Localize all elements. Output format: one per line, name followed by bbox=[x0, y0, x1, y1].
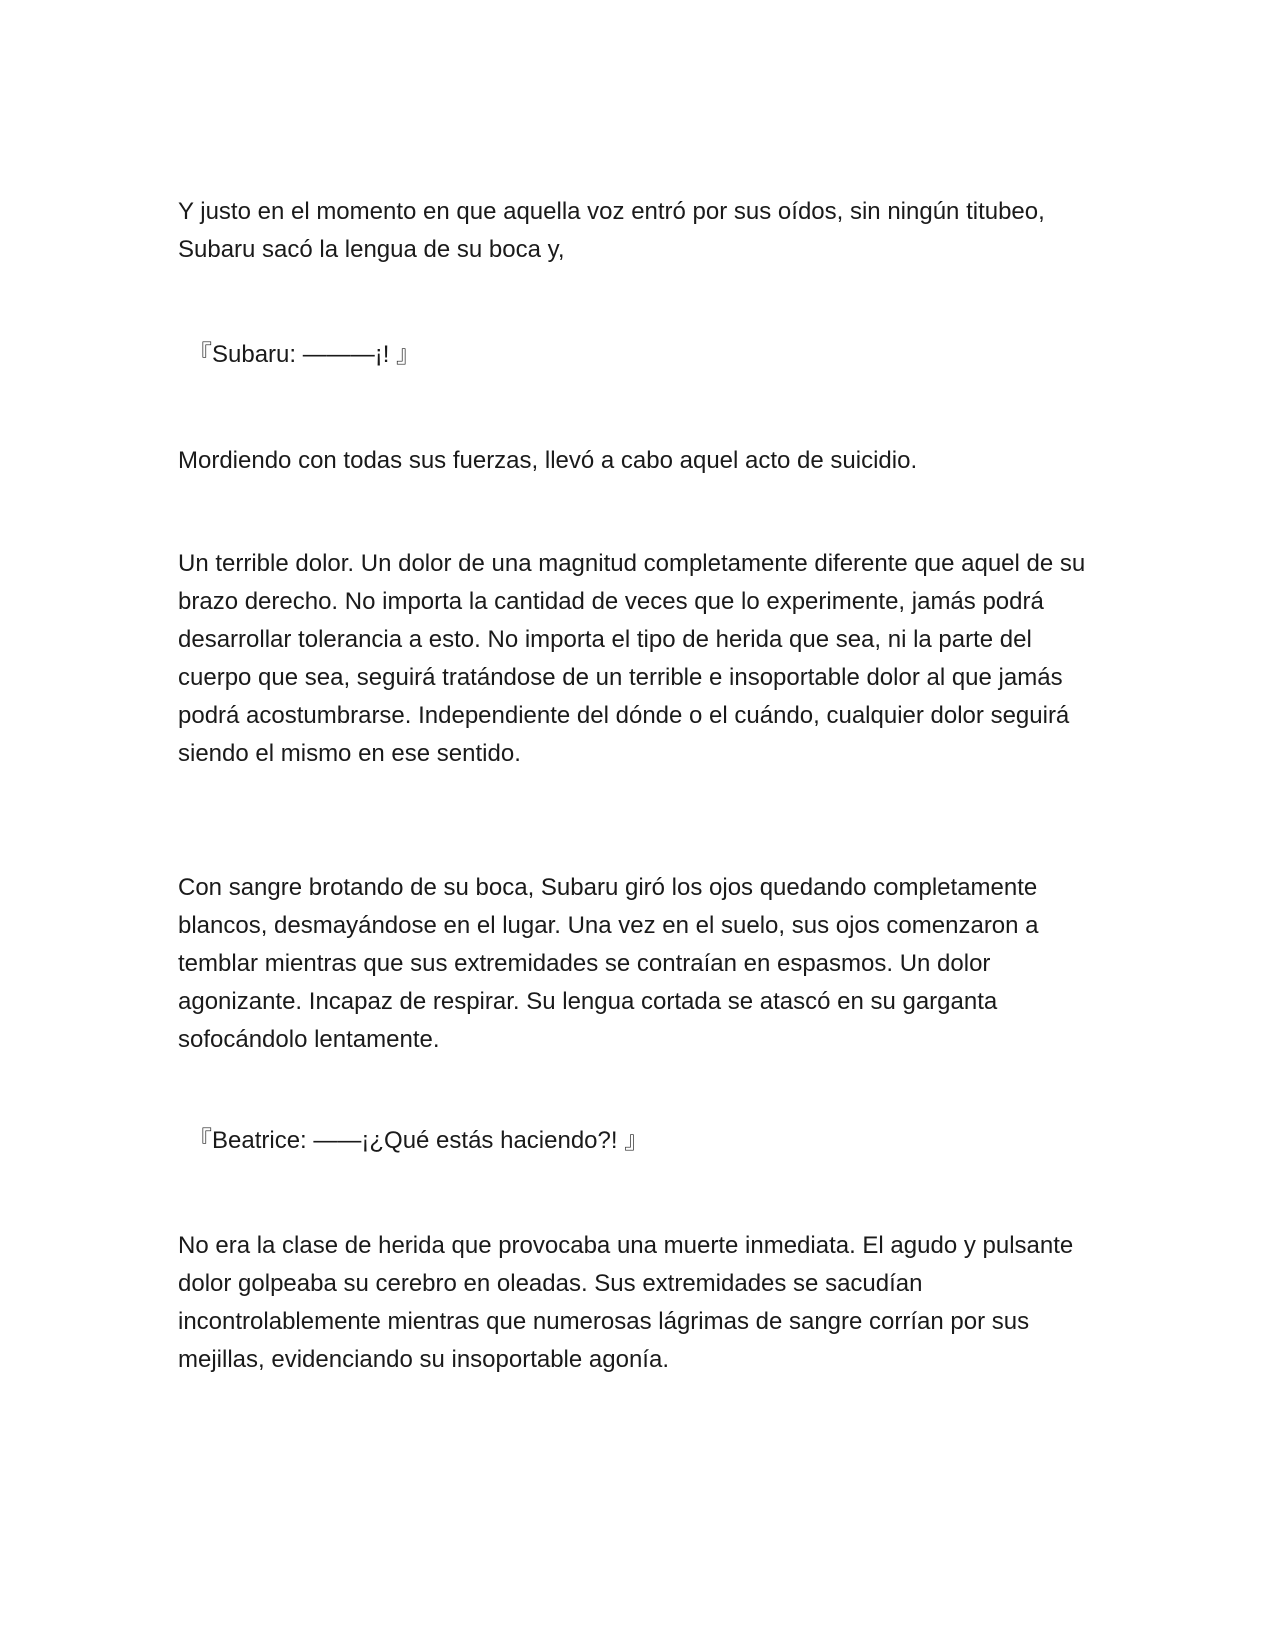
paragraph-2: Mordiendo con todas sus fuerzas, llevó a cabo aquel acto de suicidio. bbox=[178, 447, 918, 474]
paragraph-4: Con sangre brotando de su boca, Subaru giró los ojos quedando completamente blancos, desmayándose en el lugar. Una vez en el suelo, sus ojos comenzaron a temblar mientras que sus extremidades se contraían en espasmos. Un dolor agonizante. Incapaz de respirar. Su lengua cortada se atascó en su garganta sofocándolo lentamente. bbox=[178, 874, 1039, 1053]
dialogue-subaru: 『Subaru: ———¡! 』 bbox=[188, 341, 421, 368]
paragraph-1: Y justo en el momento en que aquella voz entró por sus oídos, sin ningún titubeo, Subaru sacó la lengua de su boca y, bbox=[178, 198, 1045, 263]
paragraph-5: No era la clase de herida que provocaba una muerte inmediata. El agudo y pulsante dolor golpeaba su cerebro en oleadas. Sus extremidades se sacudían incontrolablemente mientras que numerosas lágrimas de sangre corrían por sus mejillas, evidenciando su insoportable agonía. bbox=[178, 1232, 1074, 1373]
paragraph-3: Un terrible dolor. Un dolor de una magnitud completamente diferente que aquel de su brazo derecho. No importa la cantidad de veces que lo experimente, jamás podrá desarrollar tolerancia a esto. No importa el tipo de herida que sea, ni la parte del cuerpo que sea, seguirá tratándose de un terrible e insoportable dolor al que jamás podrá acostumbrarse. Independiente del dónde o el cuándo, cualquier dolor seguirá siendo el mismo en ese sentido. bbox=[178, 550, 1086, 767]
dialogue-beatrice: 『Beatrice: ——¡¿Qué estás haciendo?! 』 bbox=[188, 1127, 649, 1154]
